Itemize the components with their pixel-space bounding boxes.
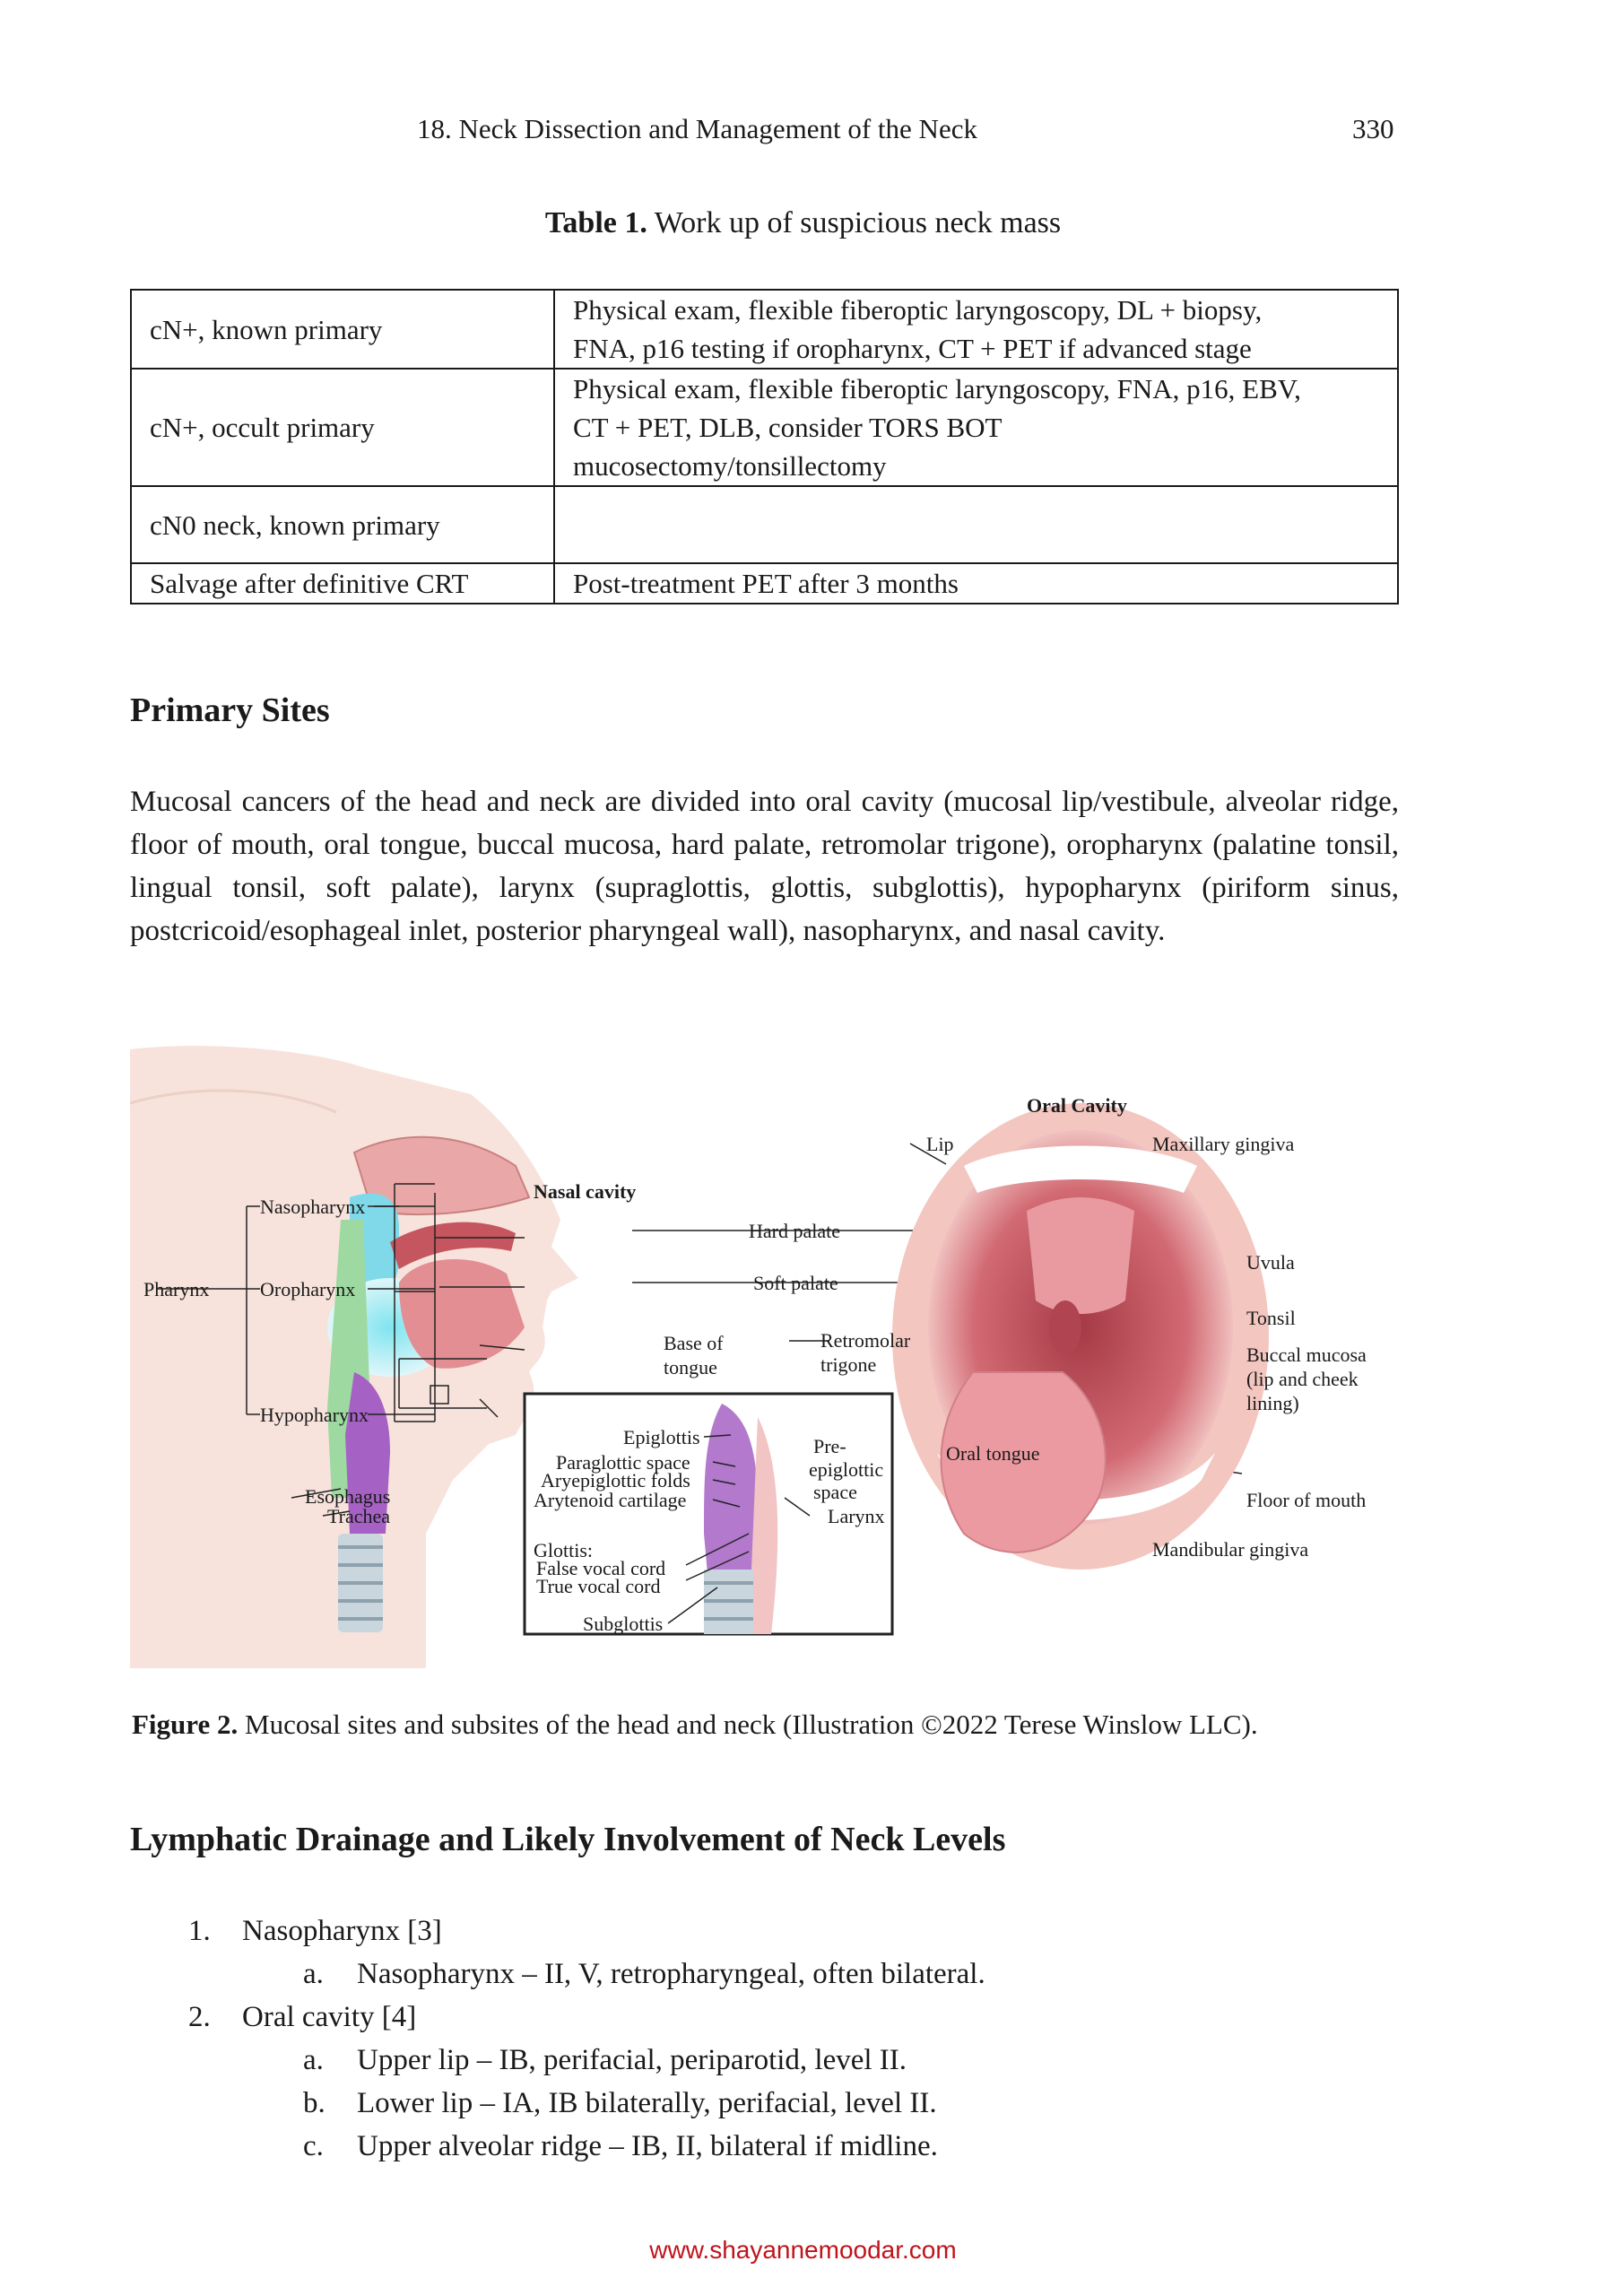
label-uvula: Uvula — [1246, 1251, 1295, 1274]
label-lip: Lip — [926, 1133, 954, 1155]
label-arytenoid-cartilage: Arytenoid cartilage — [534, 1489, 687, 1511]
list-text: Nasopharynx [3] — [242, 1915, 442, 1947]
table-caption-text: Work up of suspicious neck mass — [647, 206, 1062, 239]
label-nasal-cavity: Nasal cavity — [534, 1180, 637, 1203]
label-epiglottis: Epiglottis — [623, 1426, 700, 1448]
label-glottis: Glottis: — [534, 1539, 594, 1561]
workup-line: FNA, p16 testing if oropharynx, CT + PET if advanced stage — [573, 333, 1252, 364]
label-tongue: tongue — [664, 1356, 717, 1378]
table-cell-workup — [554, 369, 1398, 486]
anatomy-figure — [130, 1031, 1399, 1668]
label-pre: Pre- — [813, 1435, 846, 1457]
section-heading-lymphatic: Lymphatic Drainage and Likely Involvement of Neck Levels — [130, 1821, 1006, 1858]
label-nasopharynx: Nasopharynx — [260, 1196, 366, 1218]
list-subitem — [303, 2125, 938, 2168]
workup-table — [130, 289, 1399, 604]
workup-line: Physical exam, flexible fiberoptic laryngoscopy, DL + biopsy, — [573, 294, 1263, 326]
list-subtext: Nasopharynx – II, V, retropharyngeal, often bilateral. — [357, 1958, 985, 1990]
list-text: Oral cavity [4] — [242, 2001, 417, 2033]
list-subtext: Upper lip – IB, perifacial, periparotid, level II. — [357, 2044, 907, 2076]
label-lip-and-cheek: (lip and cheek — [1246, 1368, 1359, 1390]
label-mandibular-gingiva: Mandibular gingiva — [1152, 1538, 1309, 1561]
list-item — [188, 1909, 442, 1952]
label-esophagus: Esophagus — [305, 1485, 391, 1508]
list-subitem — [303, 2082, 937, 2125]
table-cell-scenario: cN+, known primary — [131, 290, 554, 369]
label-soft-palate: Soft palate — [753, 1272, 838, 1294]
label-oropharynx: Oropharynx — [260, 1278, 356, 1300]
footer-website-link[interactable]: www.shayannemoodar.com — [649, 2236, 957, 2264]
label-lining: lining) — [1246, 1392, 1299, 1414]
page-number: 330 — [1352, 113, 1394, 144]
table-row — [131, 486, 1398, 563]
table-cell-workup — [554, 290, 1398, 369]
workup-line: mucosectomy/tonsillectomy — [573, 450, 887, 482]
label-false-vocal-cord: False vocal cord — [536, 1557, 666, 1579]
label-trachea: Trachea — [327, 1505, 391, 1527]
table-cell-scenario: Salvage after definitive CRT — [131, 563, 554, 604]
list-subitem — [303, 2039, 907, 2082]
table-cell-workup: Post-treatment PET after 3 months — [554, 563, 1398, 604]
hard-palate-oral — [1027, 1197, 1134, 1314]
label-floor-of-mouth: Floor of mouth — [1246, 1489, 1367, 1511]
label-tonsil: Tonsil — [1246, 1307, 1296, 1329]
table-row — [131, 563, 1398, 604]
table-row — [131, 369, 1398, 486]
list-letter: a. — [303, 1958, 324, 1990]
workup-line: Physical exam, flexible fiberoptic laryngoscopy, FNA, p16, EBV, — [573, 373, 1301, 404]
table-row — [131, 290, 1398, 369]
trachea-rings — [338, 1534, 383, 1632]
label-base-of: Base of — [664, 1332, 724, 1354]
label-epiglottic: epiglottic — [809, 1458, 884, 1481]
label-trigone: trigone — [820, 1353, 877, 1376]
label-retromolar: Retromolar — [820, 1329, 911, 1352]
table-cell-scenario: cN0 neck, known primary — [131, 486, 554, 563]
list-letter: a. — [303, 2044, 324, 2076]
figure-caption-label: Figure 2. — [132, 1709, 239, 1740]
table-caption — [0, 206, 1606, 240]
list-letter: b. — [303, 2087, 326, 2119]
uvula-shape — [1049, 1300, 1081, 1354]
table-cell-scenario: cN+, occult primary — [131, 369, 554, 486]
table-cell-workup — [554, 486, 1398, 563]
label-larynx: Larynx — [828, 1505, 885, 1527]
label-aryepiglottic-folds: Aryepiglottic folds — [541, 1469, 690, 1492]
label-oral-tongue: Oral tongue — [946, 1442, 1040, 1465]
list-subtext: Upper alveolar ridge – IB, II, bilateral if midline. — [357, 2130, 938, 2162]
label-maxillary-gingiva: Maxillary gingiva — [1152, 1133, 1295, 1155]
label-oral-cavity: Oral Cavity — [1027, 1094, 1127, 1117]
workup-line: CT + PET, DLB, consider TORS BOT — [573, 412, 1003, 443]
label-true-vocal-cord: True vocal cord — [536, 1575, 661, 1597]
primary-sites-paragraph: Mucosal cancers of the head and neck are divided into oral cavity (mucosal lip/vestibule, alveolar ridge, floor of mouth, oral tongue, buccal mucosa, hard palate, retromolar trigone), oropharynx (palatine tonsil, lingual tonsil, soft palate), larynx (supraglottis, glottis, subglottis), hypopharynx (piriform sinus, postcricoid/esophageal inlet, posterior pharyngeal wall), nasopharynx, and nasal cavity. — [130, 786, 1399, 947]
list-subitem — [303, 1952, 985, 1996]
list-item — [188, 1996, 416, 2039]
list-subtext: Lower lip – IA, IB bilaterally, perifacial, level II. — [357, 2087, 937, 2119]
label-pharynx: Pharynx — [143, 1278, 210, 1300]
section-heading-primary-sites: Primary Sites — [130, 691, 330, 729]
label-paraglottic-space: Paraglottic space — [556, 1451, 690, 1474]
label-hard-palate: Hard palate — [749, 1220, 840, 1242]
inset-trachea-rings — [704, 1570, 753, 1634]
table-caption-label: Table 1. — [544, 206, 647, 239]
label-subglottis: Subglottis — [583, 1613, 664, 1635]
label-space: space — [813, 1481, 857, 1503]
list-letter: c. — [303, 2130, 324, 2162]
figure-caption-text: Mucosal sites and subsites of the head and neck (Illustration ©2022 Terese Winslow LLC). — [238, 1709, 1258, 1740]
label-hypopharynx: Hypopharynx — [260, 1404, 369, 1426]
figure-caption — [132, 1709, 1258, 1741]
anatomy-illustration — [130, 1031, 1399, 1668]
label-buccal-mucosa: Buccal mucosa — [1246, 1344, 1367, 1366]
list-number: 1. — [188, 1915, 211, 1947]
list-number: 2. — [188, 2001, 211, 2033]
running-title: 18. Neck Dissection and Management of the Neck — [417, 113, 977, 144]
